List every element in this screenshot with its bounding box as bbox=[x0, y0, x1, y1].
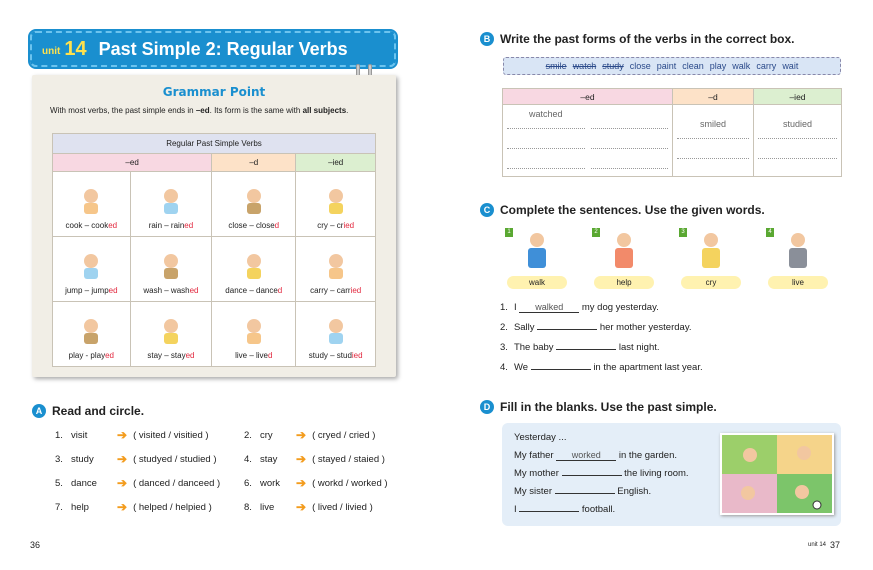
b-ed-cell[interactable] bbox=[503, 105, 673, 177]
sentence bbox=[500, 342, 660, 353]
verb-ending: ied bbox=[343, 221, 355, 230]
section-d-title: Fill in the blanks. Use the past simple. bbox=[500, 400, 717, 414]
sentence-start: We bbox=[513, 362, 529, 373]
d-intro: Yesterday ... bbox=[514, 432, 567, 443]
footer-unit: unit 14 bbox=[808, 542, 827, 548]
verb-cell bbox=[212, 237, 296, 302]
section-a-header bbox=[32, 404, 144, 418]
sentence-end: my dog yesterday. bbox=[581, 302, 659, 313]
verb-illustration bbox=[321, 316, 351, 346]
picture-number: 4 bbox=[766, 228, 774, 237]
picture-illustration bbox=[606, 230, 642, 274]
line-start: My sister bbox=[514, 486, 552, 497]
picture-illustration bbox=[519, 230, 555, 274]
page-number-right: 37 bbox=[830, 540, 841, 550]
read-item bbox=[244, 500, 373, 514]
word-bank-used-word: smile bbox=[545, 61, 567, 71]
item-verb: live bbox=[260, 501, 275, 513]
section-c-title: Complete the sentences. Use the given words. bbox=[500, 203, 765, 217]
verb-ending: ed bbox=[105, 351, 115, 360]
verb-cell bbox=[296, 302, 376, 367]
item-choices[interactable]: ( helped / helpied ) bbox=[133, 501, 212, 513]
read-item bbox=[244, 452, 385, 466]
verb-ending: d bbox=[268, 351, 273, 360]
sentence bbox=[500, 302, 659, 313]
fill-blanks-box bbox=[502, 423, 841, 526]
arrow-icon: ➔ bbox=[296, 476, 307, 490]
verb-ending: ed bbox=[189, 286, 199, 295]
sentence-blank[interactable] bbox=[556, 349, 616, 350]
sentence-end: last night. bbox=[618, 342, 660, 353]
verb-ending: ed bbox=[184, 221, 194, 230]
verb-cell bbox=[53, 302, 131, 367]
unit-number: 14 bbox=[64, 37, 87, 60]
unit-title: Past Simple 2: Regular Verbs bbox=[98, 38, 348, 59]
verb-ending: ed bbox=[108, 221, 118, 230]
header-d: –d bbox=[212, 154, 296, 172]
unit-banner bbox=[30, 31, 396, 67]
verb-base: play - play bbox=[68, 351, 106, 360]
item-choices[interactable]: ( lived / livied ) bbox=[312, 501, 373, 513]
line-blank[interactable] bbox=[555, 493, 615, 494]
verb-base: rain – rain bbox=[148, 221, 185, 230]
line-end: football. bbox=[581, 504, 616, 515]
line-start: My mother bbox=[514, 468, 559, 479]
verb-base: carry – carr bbox=[310, 286, 351, 295]
item-verb: help bbox=[71, 501, 89, 513]
line-start: I bbox=[514, 504, 517, 515]
b-ied-cell[interactable] bbox=[754, 105, 842, 177]
verb-illustration bbox=[239, 186, 269, 216]
verb-cell bbox=[296, 172, 376, 237]
verb-illustration bbox=[156, 316, 186, 346]
word-bank-word: close bbox=[629, 61, 651, 71]
picture-number: 1 bbox=[505, 228, 513, 237]
verb-base: study – stud bbox=[308, 351, 352, 360]
header-ed: –ed bbox=[53, 154, 212, 172]
line-start: My father bbox=[514, 450, 554, 461]
word-bank-word: play bbox=[709, 61, 727, 71]
picture-row bbox=[505, 228, 835, 290]
regular-verbs-table bbox=[52, 133, 376, 367]
item-number: 8. bbox=[244, 501, 252, 513]
b-d-cell[interactable] bbox=[673, 105, 754, 177]
verb-cell bbox=[212, 302, 296, 367]
verb-illustration bbox=[239, 316, 269, 346]
verb-base: wash – wash bbox=[143, 286, 190, 295]
sentence-number: 2. bbox=[500, 322, 508, 333]
header-ied: –ied bbox=[296, 154, 376, 172]
arrow-icon: ➔ bbox=[117, 500, 128, 514]
verb-cell bbox=[130, 302, 212, 367]
picture-illustration bbox=[693, 230, 729, 274]
arrow-icon: ➔ bbox=[117, 476, 128, 490]
unit-label: unit bbox=[42, 45, 61, 57]
picture-label: live bbox=[768, 276, 828, 289]
section-a-badge: A bbox=[32, 404, 46, 418]
table-caption: Regular Past Simple Verbs bbox=[53, 134, 376, 154]
sentence-end: her mother yesterday. bbox=[599, 322, 692, 333]
family-collage-image bbox=[720, 433, 834, 515]
verb-cell bbox=[53, 237, 131, 302]
read-item bbox=[55, 476, 220, 490]
item-number: 2. bbox=[244, 429, 252, 441]
b-ied-example: studied bbox=[758, 119, 837, 139]
verb-cell bbox=[130, 172, 212, 237]
picture-label: cry bbox=[681, 276, 741, 289]
past-forms-table bbox=[502, 88, 842, 177]
word-bank-word: clean bbox=[682, 61, 704, 71]
word-bank-word: walk bbox=[732, 61, 751, 71]
item-choices[interactable]: ( danced / danceed ) bbox=[133, 477, 221, 489]
verb-base: dance – dance bbox=[225, 286, 278, 295]
sentence-start: I bbox=[513, 302, 517, 313]
line-blank[interactable] bbox=[519, 511, 579, 512]
verb-base: cry – cr bbox=[317, 221, 344, 230]
verb-cell bbox=[130, 237, 212, 302]
verb-illustration bbox=[156, 186, 186, 216]
verb-base: stay – stay bbox=[147, 351, 186, 360]
item-number: 1. bbox=[55, 429, 63, 441]
word-bank-used-word: study bbox=[602, 61, 624, 71]
item-verb: dance bbox=[71, 477, 97, 489]
section-b-badge: B bbox=[480, 32, 494, 46]
sentence-number: 4. bbox=[500, 362, 508, 373]
verb-illustration bbox=[239, 251, 269, 281]
arrow-icon: ➔ bbox=[296, 452, 307, 466]
verb-ending: ed bbox=[185, 351, 195, 360]
picture-illustration bbox=[780, 230, 816, 274]
section-d-badge: D bbox=[480, 400, 494, 414]
verb-ending: ied bbox=[351, 351, 363, 360]
arrow-icon: ➔ bbox=[117, 428, 128, 442]
word-bank-word: paint bbox=[656, 61, 677, 71]
b-header-ied: –ied bbox=[754, 89, 842, 105]
arrow-icon: ➔ bbox=[296, 428, 307, 442]
read-item bbox=[244, 428, 375, 442]
left-page bbox=[0, 0, 436, 570]
item-choices[interactable]: ( studyed / studied ) bbox=[133, 453, 217, 465]
b-header-ed: –ed bbox=[503, 89, 673, 105]
item-number: 7. bbox=[55, 501, 63, 513]
sentence-start: The baby bbox=[513, 342, 554, 353]
arrow-icon: ➔ bbox=[296, 500, 307, 514]
picture-label: walk bbox=[507, 276, 567, 289]
verb-ending: d bbox=[277, 286, 283, 295]
item-number: 5. bbox=[55, 477, 63, 489]
section-b-title: Write the past forms of the verbs in the correct box. bbox=[500, 32, 795, 46]
b-ed-example: watched bbox=[507, 109, 585, 129]
fill-line bbox=[514, 486, 651, 497]
fill-line bbox=[514, 450, 677, 461]
line-blank[interactable]: worked bbox=[556, 450, 616, 461]
item-choices[interactable]: ( workd / worked ) bbox=[312, 477, 388, 489]
section-a-title: Read and circle. bbox=[52, 404, 145, 418]
grammar-point-box bbox=[32, 75, 396, 377]
item-choices[interactable]: ( cryed / cried ) bbox=[312, 429, 376, 441]
b-header-d: –d bbox=[673, 89, 754, 105]
line-end: English. bbox=[617, 486, 652, 497]
verb-cell bbox=[296, 237, 376, 302]
sentence-number: 3. bbox=[500, 342, 508, 353]
line-blank[interactable] bbox=[562, 475, 622, 476]
verb-illustration bbox=[76, 316, 106, 346]
item-number: 4. bbox=[244, 453, 252, 465]
verb-illustration bbox=[321, 251, 351, 281]
item-number: 3. bbox=[55, 453, 63, 465]
read-item bbox=[55, 452, 217, 466]
verb-base: close – close bbox=[228, 221, 275, 230]
picture-label: help bbox=[594, 276, 654, 289]
sentence-number: 1. bbox=[500, 302, 508, 313]
item-choices[interactable]: ( stayed / staied ) bbox=[312, 453, 385, 465]
arrow-icon: ➔ bbox=[117, 452, 128, 466]
sentence bbox=[500, 322, 692, 333]
sentence-start: Sally bbox=[513, 322, 535, 333]
word-bank bbox=[503, 57, 841, 75]
item-verb: visit bbox=[71, 429, 88, 441]
verb-illustration bbox=[76, 251, 106, 281]
grammar-text: With most verbs, the past simple ends in –ed. Its form is the same with all subjects. bbox=[50, 106, 349, 115]
fill-line bbox=[514, 468, 689, 479]
read-item bbox=[244, 476, 388, 490]
section-c-badge: C bbox=[480, 203, 494, 217]
verb-illustration bbox=[321, 186, 351, 216]
word-bank-word: carry bbox=[756, 61, 777, 71]
verb-base: cook – cook bbox=[65, 221, 109, 230]
verb-illustration bbox=[156, 251, 186, 281]
verb-cell bbox=[212, 172, 296, 237]
section-d-header bbox=[480, 400, 717, 414]
read-item bbox=[55, 428, 209, 442]
word-bank-used-word: watch bbox=[572, 61, 597, 71]
sentence-end: in the apartment last year. bbox=[593, 362, 703, 373]
item-number: 6. bbox=[244, 477, 252, 489]
b-d-example: smiled bbox=[677, 119, 749, 139]
sentence-blank[interactable] bbox=[537, 329, 597, 330]
sentence-blank[interactable]: walked bbox=[519, 302, 579, 313]
verb-cell bbox=[53, 172, 131, 237]
item-choices[interactable]: ( visited / visitied ) bbox=[133, 429, 209, 441]
line-end: in the garden. bbox=[618, 450, 677, 461]
fill-line bbox=[514, 504, 615, 515]
page-number-left: 36 bbox=[30, 540, 41, 550]
picture-number: 2 bbox=[592, 228, 600, 237]
verb-ending: ed bbox=[108, 286, 118, 295]
picture-number: 3 bbox=[679, 228, 687, 237]
sentence-blank[interactable] bbox=[531, 369, 591, 370]
read-item bbox=[55, 500, 212, 514]
verb-base: jump – jump bbox=[65, 286, 109, 295]
word-bank-word: wait bbox=[782, 61, 799, 71]
line-end: the living room. bbox=[624, 468, 689, 479]
item-verb: stay bbox=[260, 453, 278, 465]
verb-ending: d bbox=[274, 221, 280, 230]
grammar-heading: Grammar Point bbox=[162, 85, 266, 99]
section-c-header bbox=[480, 203, 765, 217]
verb-ending: ied bbox=[350, 286, 362, 295]
section-b-header bbox=[480, 32, 795, 46]
sentence bbox=[500, 362, 703, 373]
verb-base: live – live bbox=[235, 351, 268, 360]
verb-illustration bbox=[76, 186, 106, 216]
item-verb: cry bbox=[260, 429, 273, 441]
item-verb: work bbox=[260, 477, 281, 489]
item-verb: study bbox=[71, 453, 94, 465]
